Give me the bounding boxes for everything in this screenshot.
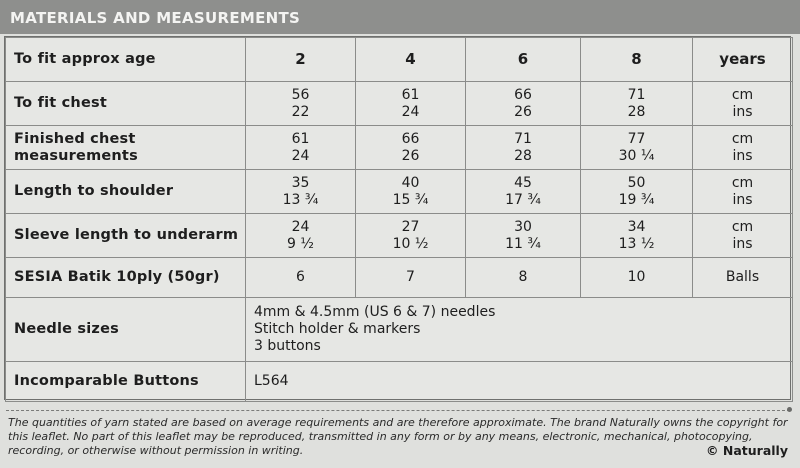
table-row bbox=[6, 258, 793, 298]
table-row-buttons bbox=[6, 362, 793, 402]
unit-cell: cm ins bbox=[693, 126, 793, 170]
copyright-disclaimer: The quantities of yarn stated are based on average requirements and are therefore approximate. The brand Naturally owns the copyright for this leaflet. No part of this leaflet may be reproduced, transmitted in any form or by any means, electronic, mechanical, photocopying, recording, or otherwise without permission in writing. bbox=[8, 416, 788, 457]
table-cell: 7 bbox=[356, 258, 466, 298]
row-label: Sleeve length to underarm bbox=[6, 214, 246, 258]
table-cell: 24 9 ½ bbox=[246, 214, 356, 258]
row-label: To fit chest bbox=[6, 82, 246, 126]
age-header: 8 bbox=[581, 38, 693, 82]
age-header: 4 bbox=[356, 38, 466, 82]
table-cell: 50 19 ¾ bbox=[581, 170, 693, 214]
table-cell: 56 22 bbox=[246, 82, 356, 126]
dotted-divider bbox=[6, 410, 790, 411]
table-cell: 27 10 ½ bbox=[356, 214, 466, 258]
age-header: 2 bbox=[246, 38, 356, 82]
table-cell: 66 26 bbox=[356, 126, 466, 170]
needles-line: 3 buttons bbox=[254, 338, 321, 354]
table-row bbox=[6, 82, 793, 126]
table-cell: 6 bbox=[246, 258, 356, 298]
table-cell: 71 28 bbox=[581, 82, 693, 126]
brand-copyright: © Naturally bbox=[706, 443, 788, 458]
needles-line: Stitch holder & markers bbox=[254, 321, 421, 337]
table-row-needles bbox=[6, 298, 793, 362]
buttons-cell: L564 bbox=[246, 362, 793, 402]
table-cell: 77 30 ¼ bbox=[581, 126, 693, 170]
needles-line: 4mm & 4.5mm (US 6 & 7) needles bbox=[254, 304, 496, 320]
table-row-age bbox=[6, 38, 793, 82]
table-row bbox=[6, 214, 793, 258]
row-label: Incomparable Buttons bbox=[6, 362, 246, 402]
section-title: MATERIALS AND MEASUREMENTS bbox=[10, 9, 301, 27]
measurements-table-container bbox=[4, 36, 791, 400]
unit-header: years bbox=[693, 38, 793, 82]
age-header: 6 bbox=[466, 38, 581, 82]
table-cell: 8 bbox=[466, 258, 581, 298]
row-label: Needle sizes bbox=[6, 298, 246, 362]
unit-cell: cm ins bbox=[693, 170, 793, 214]
row-label: SESIA Batik 10ply (50gr) bbox=[6, 258, 246, 298]
table-row bbox=[6, 170, 793, 214]
table-cell: 61 24 bbox=[356, 82, 466, 126]
row-label: To fit approx age bbox=[6, 38, 246, 82]
table-cell: 66 26 bbox=[466, 82, 581, 126]
measurements-table bbox=[5, 37, 793, 402]
table-cell: 45 17 ¾ bbox=[466, 170, 581, 214]
unit-cell: Balls bbox=[693, 258, 793, 298]
table-cell: 61 24 bbox=[246, 126, 356, 170]
row-label: Finished chest measurements bbox=[6, 126, 246, 170]
row-label: Length to shoulder bbox=[6, 170, 246, 214]
table-cell: 40 15 ¾ bbox=[356, 170, 466, 214]
section-header bbox=[0, 0, 800, 34]
unit-cell: cm ins bbox=[693, 214, 793, 258]
table-cell: 71 28 bbox=[466, 126, 581, 170]
table-row bbox=[6, 126, 793, 170]
table-cell: 34 13 ½ bbox=[581, 214, 693, 258]
divider-end-dot bbox=[787, 407, 792, 412]
table-cell: 30 11 ¾ bbox=[466, 214, 581, 258]
unit-cell: cm ins bbox=[693, 82, 793, 126]
table-cell: 10 bbox=[581, 258, 693, 298]
needles-cell bbox=[246, 298, 793, 362]
table-cell: 35 13 ¾ bbox=[246, 170, 356, 214]
